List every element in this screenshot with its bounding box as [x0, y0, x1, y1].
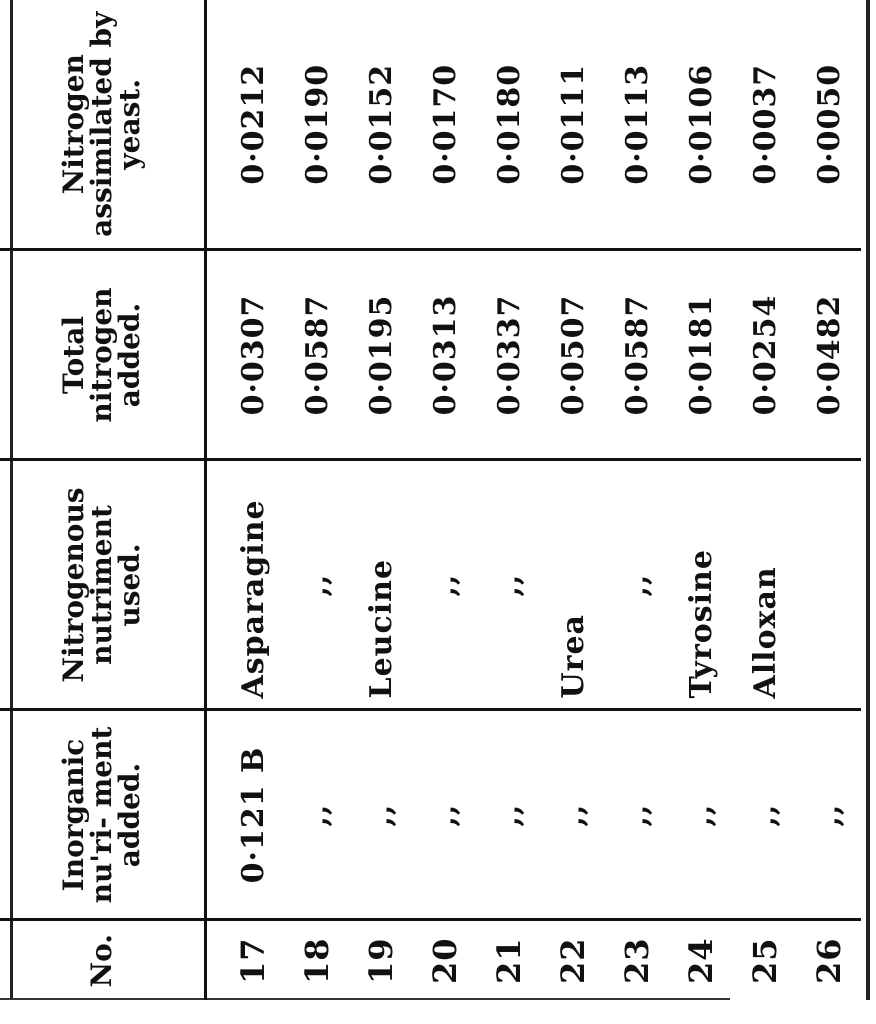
header-nitrogenous-nutriment: Nitrogenous nutriment used.: [0, 460, 206, 710]
cell-inorganic: ,,: [733, 710, 797, 920]
cell-nutriment: ,,: [477, 460, 541, 710]
cell-total: 0·0587: [605, 250, 669, 460]
cell-total: 0·0313: [413, 250, 477, 460]
cell-no: 19: [362, 937, 400, 985]
cell-assimilated: 0·0050: [797, 0, 861, 250]
cell-total: 0·0482: [797, 250, 861, 460]
cell-total: 0·0254: [733, 250, 797, 460]
table-row: [797, 0, 861, 1000]
cell-assimilated: 0·0170: [413, 0, 477, 250]
table-row: [477, 0, 541, 1000]
cell-inorganic: ,,: [285, 710, 349, 920]
cell-nutriment: Leucine: [349, 460, 413, 710]
cell-inorganic: ,,: [541, 710, 605, 920]
cell-inorganic: ,,: [477, 710, 541, 920]
cell-inorganic: ,,: [669, 710, 733, 920]
cell-assimilated: 0·0180: [477, 0, 541, 250]
table-row: [349, 0, 413, 1000]
table-row: [413, 0, 477, 1000]
cell-inorganic: ,,: [413, 710, 477, 920]
cell-assimilated: 0·0212: [206, 0, 286, 250]
cell-nutriment: Tyrosine: [669, 460, 733, 710]
table-row: [605, 0, 669, 1000]
table-row: [541, 0, 605, 1000]
table-header: [0, 0, 206, 1000]
cell-nutriment: Urea: [541, 460, 605, 710]
table-body: [206, 0, 862, 1000]
cell-total: 0·0307: [206, 250, 286, 460]
cell-no: 25: [746, 937, 784, 985]
cell-assimilated: 0·0113: [605, 0, 669, 250]
cell-no: 22: [554, 937, 592, 985]
cell-total: 0·0337: [477, 250, 541, 460]
cell-total: 0·0181: [669, 250, 733, 460]
table-row: [733, 0, 797, 1000]
table-row: [285, 0, 349, 1000]
cell-inorganic: ,,: [797, 710, 861, 920]
header-inorganic-nutriment: Inorganic nu'ri- ment added.: [0, 710, 206, 920]
cell-nutriment: [797, 460, 861, 710]
cell-no: 17: [234, 937, 272, 985]
cell-assimilated: 0·0190: [285, 0, 349, 250]
cell-no: 18: [298, 937, 336, 985]
cell-total: 0·0587: [285, 250, 349, 460]
header-nitrogen-assimilated: Nitrogen assimilated by yeast.: [0, 0, 206, 250]
cell-total: 0·0195: [349, 250, 413, 460]
cell-assimilated: 0·0111: [541, 0, 605, 250]
cell-nutriment: Alloxan: [733, 460, 797, 710]
cell-assimilated: 0·0106: [669, 0, 733, 250]
cell-inorganic: 0·121 B: [206, 710, 286, 920]
header-no: No.: [0, 920, 206, 1000]
cell-nutriment: ,,: [285, 460, 349, 710]
cell-no: 24: [682, 937, 720, 985]
cell-nutriment: Asparagine: [206, 460, 286, 710]
header-total-nitrogen: Total nitrogen added.: [0, 250, 206, 460]
table-row: [669, 0, 733, 1000]
cell-inorganic: ,,: [605, 710, 669, 920]
cell-no: 20: [426, 937, 464, 985]
page-border-right: [866, 0, 870, 1000]
cell-inorganic: ,,: [349, 710, 413, 920]
cell-nutriment: ,,: [413, 460, 477, 710]
header-row: [0, 0, 206, 1000]
cell-assimilated: 0·0037: [733, 0, 797, 250]
cell-no: 26: [810, 937, 848, 985]
cell-nutriment: ,,: [605, 460, 669, 710]
cell-total: 0·0507: [541, 250, 605, 460]
cell-no: 21: [490, 937, 528, 985]
cell-no: 23: [618, 937, 656, 985]
table-row: [206, 0, 286, 1000]
cell-assimilated: 0·0152: [349, 0, 413, 250]
